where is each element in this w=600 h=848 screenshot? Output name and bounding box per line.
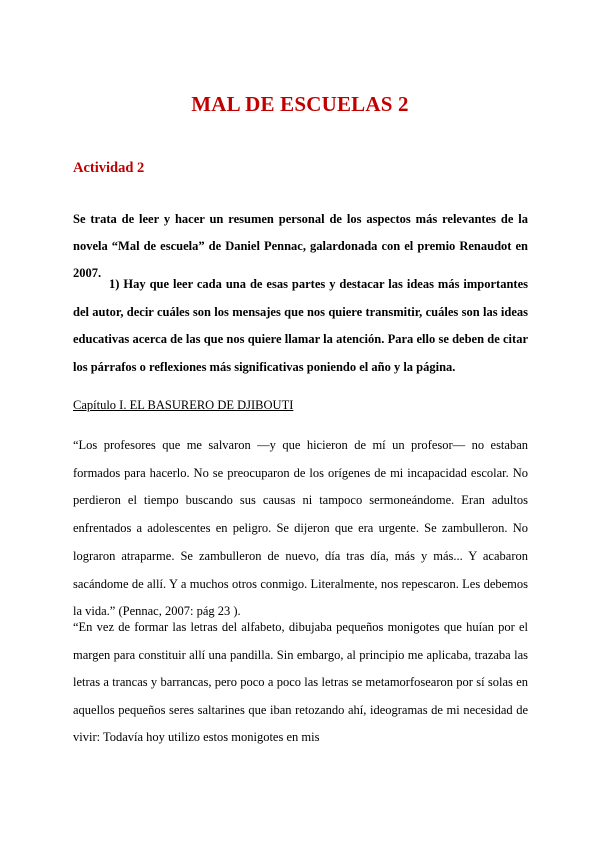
quote-paragraph-1: “Los profesores que me salvaron —y que hicieron de mí un profesor— no estaban formados para hacerlo. No se preocuparon de los orígenes de mi incapacidad escolar. No perdieron el tiempo buscando sus causas ni tampoco sermoneándome. Eran adultos enfrentados a adolescentes en peligro. Se dijeron que era urgente. Se zambulleron. No lograron atraparme. Se zambulleron de nuevo, día tras día, más y más... Y acabaron sacándome de allí. Y a muchos otros conmigo. Literalmente, nos repescaron. Les debemos la vida.” (Pennac, 2007: pág 23 ). xyxy=(73,438,528,619)
task-paragraph: 1) Hay que leer cada una de esas partes y destacar las ideas más importantes del autor, decir cuáles son los mensajes que nos quiere transmitir, cuáles son las ideas educativas acerca de las que nos quiere llamar la atención. Para ello se deben de citar los párrafos o reflexiones más significativas poniendo el año y la página. xyxy=(73,277,528,374)
chapter-heading: Capítulo I. EL BASURERO DE DJIBOUTI xyxy=(73,398,294,412)
document-title: MAL DE ESCUELAS 2 xyxy=(191,92,409,116)
activity-heading: Actividad 2 xyxy=(73,160,145,176)
intro-paragraph: Se trata de leer y hacer un resumen personal de los aspectos más relevantes de la novela “Mal de escuela” de Daniel Pennac, galardonada con el premio Renaudot en 2007. xyxy=(73,212,528,280)
quote-paragraph-2: “En vez de formar las letras del alfabeto, dibujaba pequeños monigotes que huían por el margen para constituir allí una pandilla. Sin embargo, al principio me aplicaba, trazaba las letras a trancas y barrancas, pero poco a poco las letras se metamorfosearon por sí solas en aquellos pequeños seres saltarines que iban retozando ahí, ideogramas de mi necesidad de vivir: Todavía hoy utilizo estos monigotes en mis xyxy=(73,620,528,744)
